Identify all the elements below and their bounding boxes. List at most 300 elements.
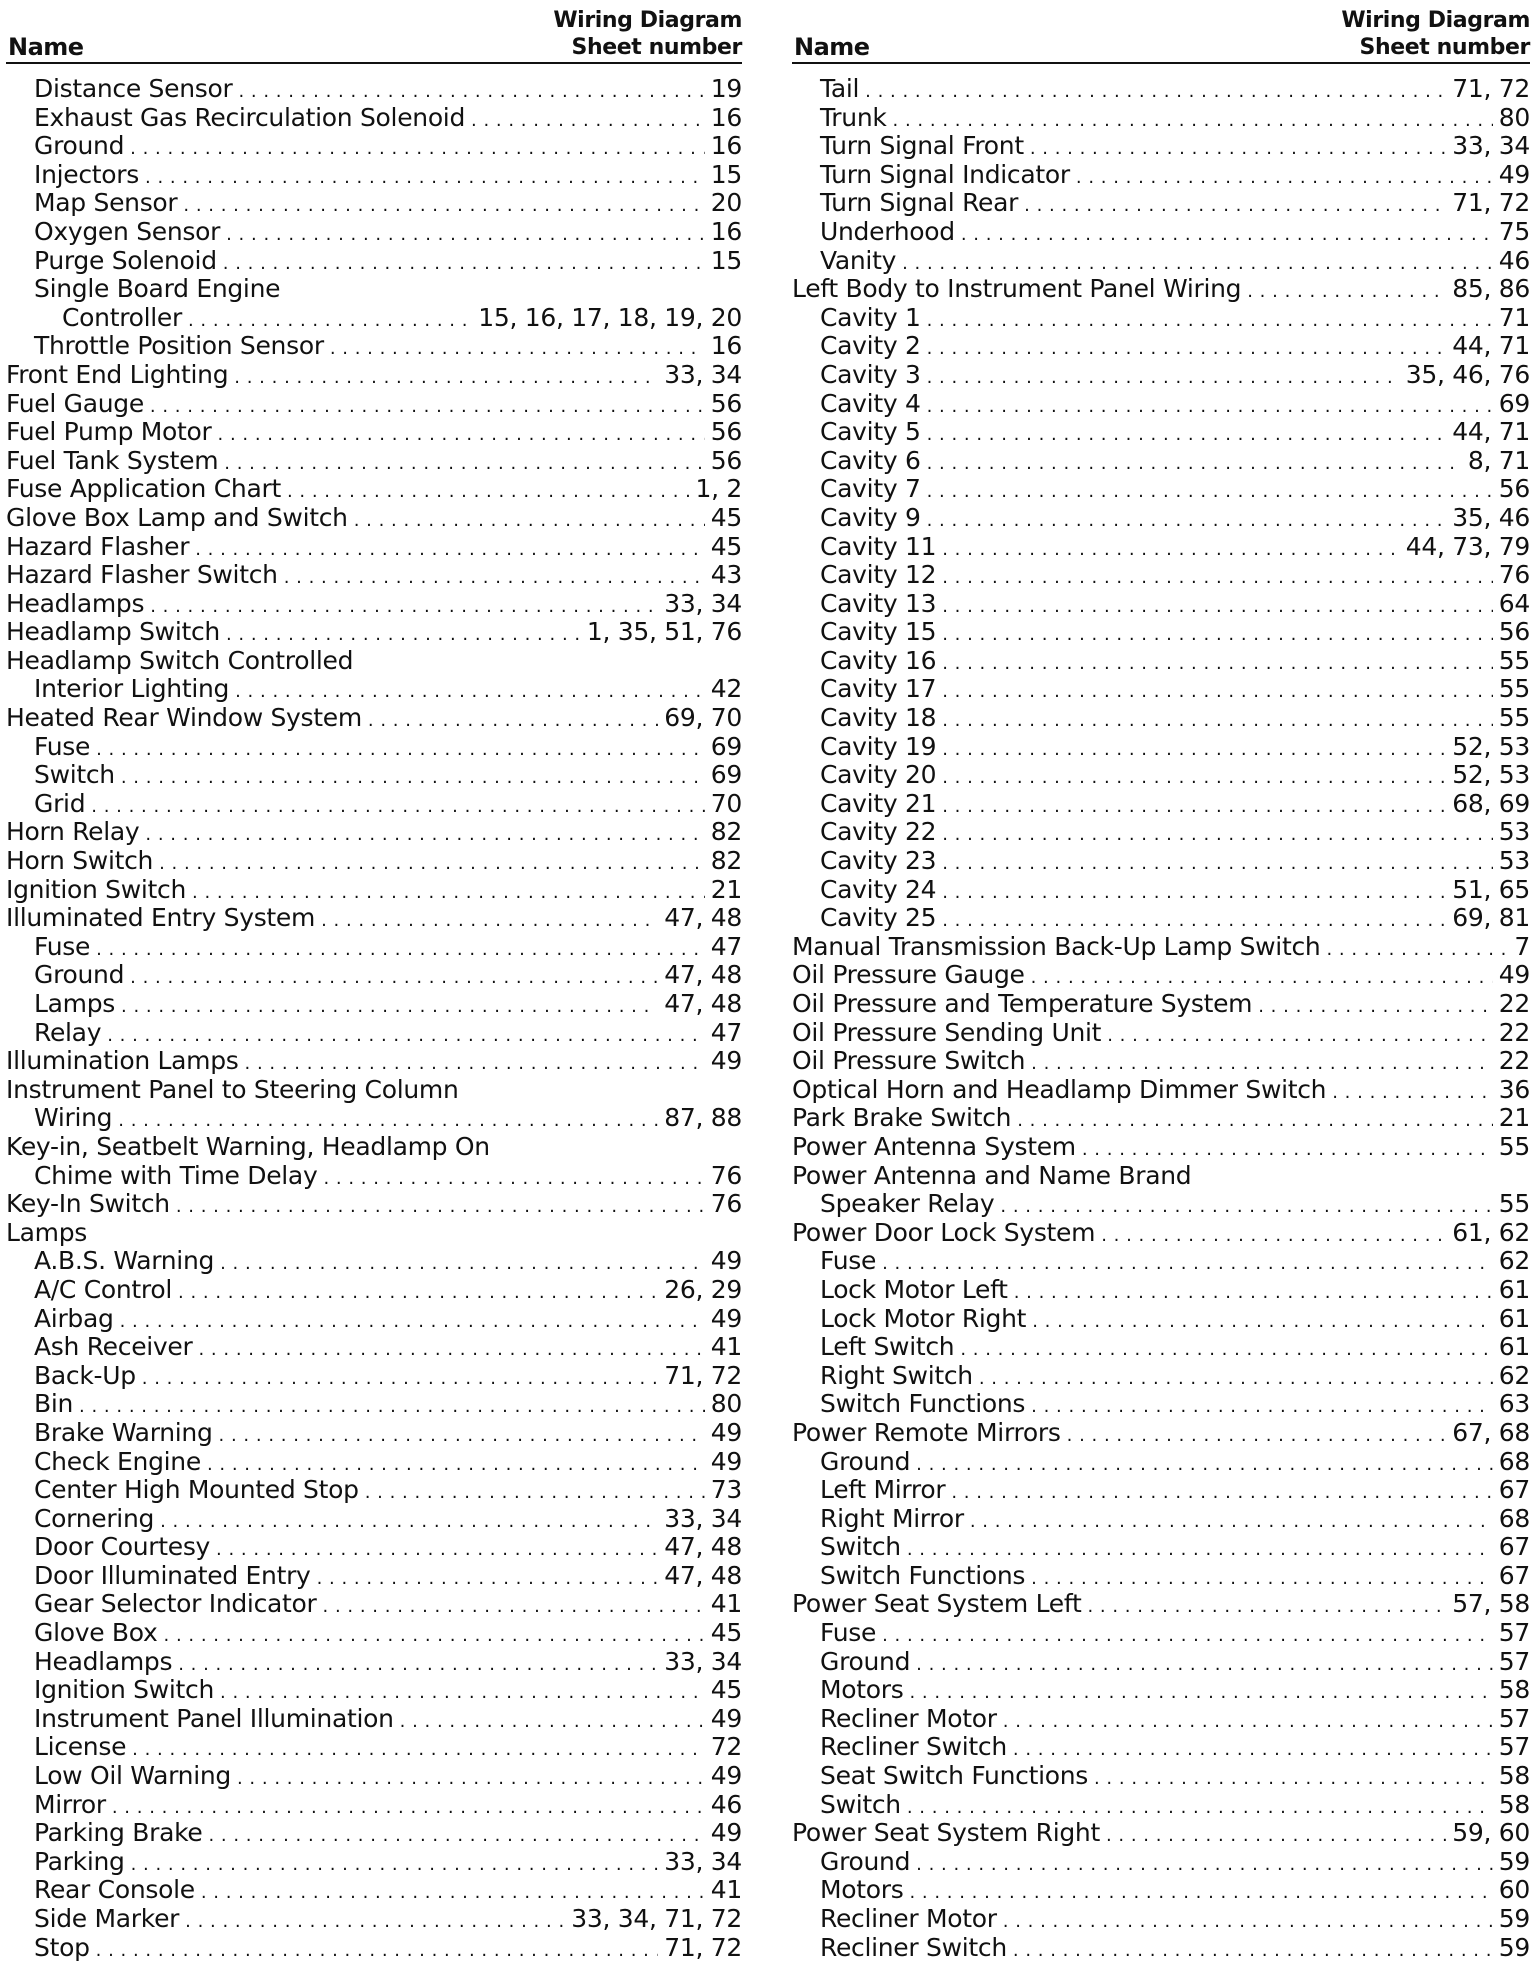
index-entry [6,103,742,132]
dot-leader [1030,131,1446,160]
index-entry [6,360,742,389]
entry-name: Controller [62,302,182,332]
entry-name: Injectors [34,159,139,189]
entry-sheet-number: 15 [710,245,742,275]
entry-sheet-number: 22 [1498,1017,1530,1047]
index-entry [792,1275,1530,1304]
entry-sheet-number: 33, 34 [664,1646,742,1676]
entry-sheet-number: 75 [1498,216,1530,246]
index-entry [6,417,742,446]
entry-sheet-number: 69 [710,731,742,761]
entry-name: Headlamps [6,588,145,618]
entry-name: Cornering [34,1503,155,1533]
entry-sheet-number: 55 [1498,703,1530,732]
dot-leader [145,160,705,189]
index-entry [6,246,742,275]
index-entry [6,446,742,475]
index-entry [6,1790,742,1819]
dot-leader [245,1046,705,1075]
entry-sheet-number: 62 [1498,1360,1530,1390]
dot-leader [1031,960,1493,989]
index-entry [792,760,1530,789]
entry-sheet-number: 49 [710,1703,742,1733]
entry-name: Ground [820,1846,911,1876]
dot-leader [1024,188,1446,217]
entry-name: Turn Signal Rear [820,188,1019,217]
dot-leader [185,1904,565,1933]
index-entry [6,1018,742,1047]
dot-leader [1094,1761,1493,1790]
dot-leader [145,817,704,846]
entry-sheet-number: 33, 34 [664,1503,742,1533]
entry-sheet-number: 35, 46 [1452,502,1530,532]
dot-leader [942,589,1493,618]
dot-leader [979,1361,1493,1390]
sheet-column-heading [1341,7,1530,61]
dot-leader [865,74,1446,103]
dot-leader [961,217,1493,246]
entry-sheet-number: 62 [1498,1246,1530,1275]
dot-leader [909,1675,1492,1704]
entry-sheet-number: 41 [710,1589,742,1619]
entry-name: Fuse [820,1246,877,1275]
entry-name: Oil Pressure Sending Unit [792,1017,1102,1047]
entry-sheet-number: 20 [710,188,742,217]
dot-leader [927,303,1493,332]
index-entry [792,274,1530,303]
entry-name: Cavity 1 [820,302,921,332]
index-entry [6,1761,742,1790]
entry-sheet-number: 69, 81 [1452,903,1530,932]
entry-name: Glove Box [34,1618,158,1647]
entry-name: Cavity 15 [820,617,937,646]
entry-name: Cavity 17 [820,674,937,704]
entry-name: A.B.S. Warning [34,1246,215,1275]
entry-sheet-number: 57 [1498,1732,1530,1762]
entry-name: Key-in, Seatbelt Warning, Headlamp On [6,1131,490,1161]
index-entry [6,503,742,532]
index-column-left [6,0,742,1961]
index-entry [792,246,1530,275]
dot-leader [234,360,658,389]
dot-leader [354,503,705,532]
entry-name: Gear Selector Indicator [34,1589,317,1619]
entry-name: Recliner Switch [820,1932,1007,1962]
index-entry [6,1447,742,1476]
dot-leader [164,1618,705,1647]
dot-leader [907,1532,1493,1561]
entry-name: Cavity 20 [820,760,937,789]
index-entry [6,1933,742,1962]
index-entry [6,1332,742,1361]
dot-leader [1106,1818,1446,1847]
entry-sheet-number: 63 [1498,1389,1530,1418]
index-entry [6,932,742,961]
entry-name: Fuse [34,931,91,961]
entry-sheet-number: 61 [1498,1303,1530,1333]
index-entry [6,1161,742,1190]
index-entry [6,846,742,875]
dot-leader [96,932,705,961]
entry-sheet-number: 53 [1498,817,1530,847]
index-entry [6,1132,742,1161]
entry-sheet-number: 33, 34 [1452,131,1530,160]
entry-sheet-number: 69 [1498,388,1530,418]
sheet-heading-line2: Sheet number [571,35,742,60]
entry-sheet-number: 47, 48 [664,1560,742,1590]
entry-sheet-number: 46 [710,1789,742,1819]
index-entry [6,1904,742,1933]
entry-name: Distance Sensor [34,74,233,103]
entry-sheet-number: 16 [710,331,742,360]
entry-name: Heated Rear Window System [6,703,362,732]
index-rows-right [792,74,1530,1961]
dot-leader [1082,1132,1493,1161]
entry-sheet-number: 22 [1498,989,1530,1018]
entry-name: Lock Motor Left [820,1274,1008,1304]
dot-leader [1014,1275,1493,1304]
entry-name: Cavity 22 [820,817,937,847]
dot-leader [195,532,705,561]
dot-leader [960,1332,1492,1361]
entry-sheet-number: 58 [1498,1789,1530,1819]
entry-name: Recliner Motor [820,1904,997,1933]
entry-name: Seat Switch Functions [820,1761,1088,1790]
index-entry [6,1218,742,1247]
index-entry [6,1189,742,1218]
index-entry [6,1475,742,1504]
dot-leader [1107,1018,1493,1047]
entry-name: Left Switch [820,1332,955,1361]
entry-sheet-number: 16 [710,102,742,132]
index-entry [792,417,1530,446]
entry-name: A/C Control [34,1274,172,1304]
entry-name: Lock Motor Right [820,1303,1027,1333]
dot-leader [1332,1075,1493,1104]
dot-leader [927,446,1462,475]
entry-name: Hazard Flasher [6,531,190,561]
index-entry [6,1532,742,1561]
dot-leader [902,246,1493,275]
dot-leader [226,217,705,246]
entry-name: Park Brake Switch [792,1103,1012,1132]
dot-leader [131,1847,659,1876]
index-entry [792,1847,1530,1876]
index-entry [792,503,1530,532]
entry-name: Cavity 13 [820,588,937,618]
index-entry [6,1818,742,1847]
index-entry [6,303,742,332]
index-entry [792,617,1530,646]
index-entry [792,1218,1530,1247]
dot-leader [909,1875,1492,1904]
dot-leader [916,1647,1493,1676]
dot-leader [284,560,705,589]
dot-leader [916,1847,1493,1876]
entry-name: Fuel Gauge [6,388,144,418]
dot-leader [1087,1589,1446,1618]
dot-leader [893,103,1493,132]
index-entry [792,560,1530,589]
index-entry [6,674,742,703]
entry-name: Back-Up [34,1360,136,1390]
entry-name: Cavity 6 [820,445,921,475]
entry-name: Switch Functions [820,1560,1026,1590]
dot-leader [942,732,1446,761]
entry-sheet-number: 19 [710,74,742,103]
entry-sheet-number: 68 [1498,1503,1530,1533]
dot-leader [112,1790,705,1819]
name-column-heading: Name [8,33,84,61]
index-entry [6,1875,742,1904]
index-entry [792,1018,1530,1047]
entry-name: Power Antenna and Name Brand [792,1160,1192,1190]
dot-leader [1326,932,1508,961]
entry-sheet-number: 64 [1498,588,1530,618]
entry-sheet-number: 55 [1498,674,1530,704]
entry-name: Airbag [34,1303,114,1333]
entry-name: Rear Console [34,1875,195,1904]
index-entry [792,1075,1530,1104]
entry-name: Oxygen Sensor [34,216,221,246]
entry-sheet-number: 59 [1498,1904,1530,1933]
index-entry [6,1504,742,1533]
entry-sheet-number: 76 [710,1160,742,1190]
entry-sheet-number: 56 [710,417,742,446]
entry-name: Power Seat System Right [792,1818,1100,1847]
entry-name: Bin [34,1389,74,1418]
index-entry [792,1246,1530,1275]
entry-name: Headlamp Switch Controlled [6,645,354,675]
index-entry [792,1361,1530,1390]
dot-leader [907,1790,1493,1819]
dot-leader [365,1475,705,1504]
index-entry [792,1589,1530,1618]
index-entry [6,160,742,189]
entry-name: Right Mirror [820,1503,964,1533]
entry-name: Center High Mounted Stop [34,1475,359,1504]
entry-name: Glove Box Lamp and Switch [6,502,348,532]
index-column-right [792,0,1530,1961]
entry-sheet-number: 21 [710,874,742,904]
dot-leader [942,789,1446,818]
index-entry [6,560,742,589]
index-entry [792,1704,1530,1733]
index-entry [6,1418,742,1447]
dot-leader [1032,1304,1493,1333]
entry-name: Illumination Lamps [6,1046,239,1075]
entry-name: Door Illuminated Entry [34,1560,311,1590]
dot-leader [1013,1933,1493,1962]
dot-leader [96,732,705,761]
index-entry [6,1075,742,1104]
name-column-heading: Name [794,33,870,61]
dot-leader [91,789,705,818]
sheet-heading-line1: Wiring Diagram [1341,8,1530,33]
entry-sheet-number: 1, 35, 51, 76 [586,617,742,646]
entry-sheet-number: 82 [710,846,742,875]
entry-name: Headlamps [34,1646,173,1676]
entry-name: Cavity 18 [820,703,937,732]
index-entry [792,303,1530,332]
entry-name: Ash Receiver [34,1332,193,1361]
index-entry [6,1046,742,1075]
entry-sheet-number: 51, 65 [1452,874,1530,904]
entry-sheet-number: 41 [710,1332,742,1361]
entry-name: Mirror [34,1789,106,1819]
entry-name: Cavity 25 [820,903,937,932]
entry-sheet-number: 22 [1498,1046,1530,1075]
entry-sheet-number: 45 [710,1618,742,1647]
entry-name: Instrument Panel Illumination [34,1703,394,1733]
entry-name: Cavity 11 [820,531,937,561]
index-entry [792,1189,1530,1218]
entry-sheet-number: 49 [710,1246,742,1275]
index-entry [6,760,742,789]
entry-sheet-number: 67, 68 [1452,1417,1530,1447]
entry-name: Optical Horn and Headlamp Dimmer Switch [792,1074,1327,1104]
entry-name: Instrument Panel to Steering Column [6,1074,459,1104]
dot-leader [237,1761,705,1790]
entry-sheet-number: 41 [710,1875,742,1904]
index-entry [792,1761,1530,1790]
entry-name: Motors [820,1675,904,1704]
entry-sheet-number: 33, 34 [664,1846,742,1876]
index-entry [792,1675,1530,1704]
dot-leader [224,446,705,475]
entry-name: Ignition Switch [6,874,187,904]
dot-leader [323,1161,704,1190]
entry-name: Map Sensor [34,188,178,217]
dot-leader [927,360,1400,389]
entry-name: Side Marker [34,1904,180,1933]
index-entry [6,1618,742,1647]
index-entry [792,703,1530,732]
dot-leader [208,1818,704,1847]
entry-sheet-number: 47, 48 [664,989,742,1018]
index-entry [6,389,742,418]
entry-sheet-number: 16 [710,131,742,160]
dot-leader [1258,989,1493,1018]
dot-leader [927,474,1493,503]
index-entry [6,703,742,732]
dot-leader [1031,1046,1493,1075]
entry-name: Oil Pressure Gauge [792,960,1025,989]
index-entry [792,1732,1530,1761]
dot-leader [118,1103,658,1132]
entry-sheet-number: 49 [710,1046,742,1075]
entry-sheet-number: 15 [710,159,742,189]
index-entry [792,1561,1530,1590]
entry-name: Left Body to Instrument Panel Wiring [792,274,1242,303]
index-entry [792,1103,1530,1132]
entry-name: Relay [34,1017,102,1047]
entry-name: Cavity 19 [820,731,937,761]
entry-sheet-number: 47 [710,1017,742,1047]
entry-name: Illuminated Entry System [6,903,316,932]
dot-leader [142,1361,658,1390]
entry-name: Cavity 3 [820,359,921,389]
dot-leader [951,1475,1492,1504]
dot-leader [970,1504,1493,1533]
entry-sheet-number: 71, 72 [664,1932,742,1962]
dot-leader [927,417,1447,446]
index-entry [792,932,1530,961]
entry-sheet-number: 61 [1498,1332,1530,1361]
entry-sheet-number: 71, 72 [1452,74,1530,103]
dot-leader [882,1618,1493,1647]
index-entry [6,74,742,103]
index-entry [792,217,1530,246]
dot-leader [160,1504,658,1533]
index-entry [6,532,742,561]
index-entry [792,674,1530,703]
entry-sheet-number: 67 [1498,1475,1530,1504]
entry-sheet-number: 45 [710,502,742,532]
dot-leader [183,188,704,217]
entry-sheet-number: 56 [710,445,742,475]
index-entry [6,989,742,1018]
entry-sheet-number: 59, 60 [1452,1818,1530,1847]
entry-name: Left Mirror [820,1475,946,1504]
entry-sheet-number: 56 [710,388,742,418]
entry-sheet-number: 35, 46, 76 [1405,359,1530,389]
index-entry [792,817,1530,846]
entry-name: Exhaust Gas Recirculation Solenoid [34,102,466,132]
index-entry [792,1532,1530,1561]
index-entry [6,1304,742,1333]
entry-name: Fuel Pump Motor [6,417,212,446]
entry-sheet-number: 71 [1498,302,1530,332]
dot-leader [1003,1904,1493,1933]
dot-leader [223,246,705,275]
entry-sheet-number: 82 [710,817,742,847]
entry-name: Lamps [34,989,115,1018]
entry-sheet-number: 36 [1498,1074,1530,1104]
index-entry [792,1818,1530,1847]
entry-name: Fuel Tank System [6,445,219,475]
entry-sheet-number: 69 [710,760,742,789]
entry-name: Power Remote Mirrors [792,1417,1061,1447]
entry-name: Hazard Flasher Switch [6,560,278,589]
entry-sheet-number: 67 [1498,1532,1530,1561]
entry-sheet-number: 80 [710,1389,742,1418]
dot-leader [79,1389,705,1418]
dot-leader [942,674,1493,703]
dot-leader [120,1304,705,1333]
index-entry [792,74,1530,103]
entry-sheet-number: 68, 69 [1452,788,1530,818]
dot-leader [150,389,705,418]
index-entry [6,789,742,818]
dot-leader [1031,1561,1493,1590]
dot-leader [188,303,472,332]
entry-sheet-number: 1, 2 [695,474,742,503]
entry-sheet-number: 67 [1498,1560,1530,1590]
entry-name: Purge Solenoid [34,245,217,275]
entry-name: Cavity 7 [820,474,921,503]
entry-name: Switch [34,760,115,789]
index-entry [792,1161,1530,1190]
dot-leader [121,760,705,789]
index-entry [792,446,1530,475]
dot-leader [317,1561,659,1590]
index-entry [792,989,1530,1018]
entry-name: Parking Brake [34,1818,203,1847]
dot-leader [927,389,1493,418]
index-entry [6,903,742,932]
entry-sheet-number: 56 [1498,474,1530,503]
